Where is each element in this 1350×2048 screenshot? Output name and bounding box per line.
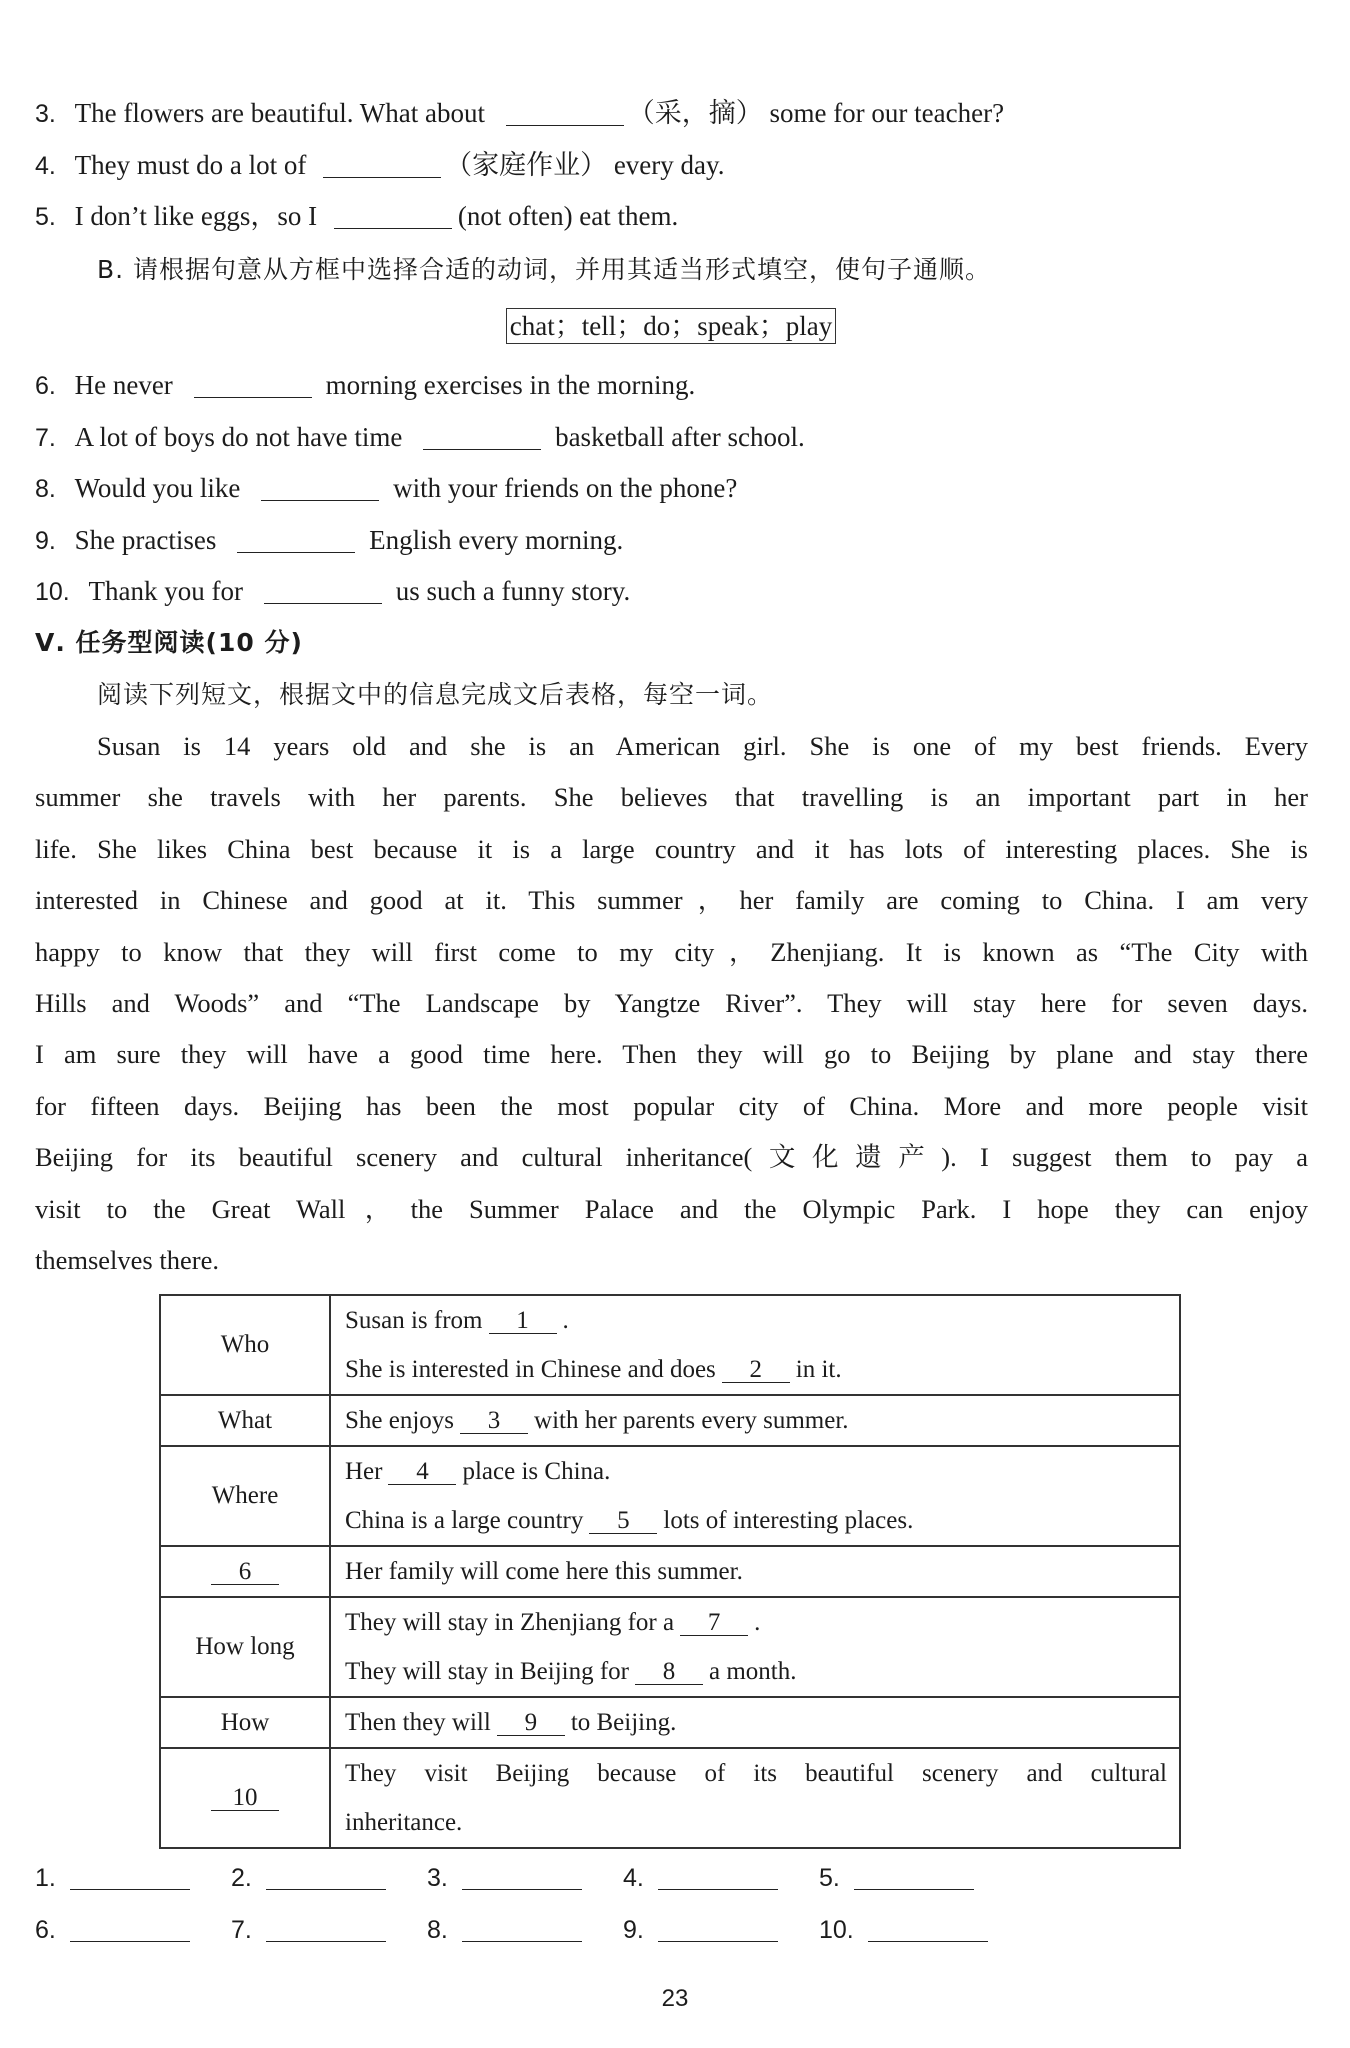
answer-blank[interactable] <box>462 1865 582 1890</box>
answer-blank[interactable] <box>462 1917 582 1942</box>
part-b-instruction: B. 请根据句意从方框中选择合适的动词，并用其适当形式填空，使句子通顺。 <box>97 255 992 284</box>
row-content: They will stay in Zhenjiang for a 7 . They will stay in Beijing for 8 a month. <box>330 1597 1180 1697</box>
question-8: 8. Would you like with your friends on the phone? <box>35 473 738 503</box>
answer-blank[interactable] <box>194 373 312 398</box>
answer-blank[interactable] <box>70 1865 190 1890</box>
table-row <box>160 1597 1180 1697</box>
table-blank[interactable]: 6 <box>211 1560 279 1585</box>
passage-line: Susan is 14 years old and she is an American girl. She is one of my best friends. Every <box>97 731 1308 761</box>
row-content: They visit Beijing because of its beautiful scenery and cultural inheritance. <box>330 1748 1180 1848</box>
table-blank[interactable]: 5 <box>589 1509 657 1534</box>
table-blank[interactable]: 2 <box>722 1358 790 1383</box>
answer-blank[interactable] <box>323 153 441 178</box>
row-key: How long <box>160 1597 330 1697</box>
answer-row-1: 1. 2. 3. 4. 5. <box>35 1862 1015 1893</box>
table-blank[interactable]: 10 <box>211 1786 279 1811</box>
question-10: 10. Thank you for us such a funny story. <box>35 576 631 606</box>
table-row <box>160 1446 1180 1546</box>
table-row <box>160 1546 1180 1597</box>
question-6: 6. He never morning exercises in the morning. <box>35 370 696 400</box>
question-9: 9. She practises English every morning. <box>35 525 624 555</box>
row-content: Then they will 9 to Beijing. <box>330 1697 1180 1748</box>
passage-line: Beijing for its beautiful scenery and cultural inheritance(文化遗产). I suggest them to pay a <box>35 1142 1308 1173</box>
passage-line: themselves there. <box>35 1245 219 1276</box>
section-instruction: 阅读下列短文，根据文中的信息完成文后表格，每空一词。 <box>97 680 774 709</box>
task-table <box>159 1294 1181 1849</box>
row-content: Her 4 place is China. China is a large country 5 lots of interesting places. <box>330 1446 1180 1546</box>
row-key: How <box>160 1697 330 1748</box>
passage-line: life. She likes China best because it is a large country and it has lots of interesting places. She is <box>35 833 1308 864</box>
table-blank[interactable]: 7 <box>680 1611 748 1636</box>
question-5: 5. I don’t like eggs，so I (not often) eat them. <box>35 201 679 231</box>
answer-blank[interactable] <box>506 101 624 126</box>
answer-blank[interactable] <box>264 579 382 604</box>
table-row <box>160 1748 1180 1848</box>
answer-blank[interactable] <box>423 425 541 450</box>
passage-line: summer she travels with her parents. She believes that travelling is an important part in her <box>35 782 1308 813</box>
row-content: Susan is from 1 . She is interested in Chinese and does 2 in it. <box>330 1295 1180 1395</box>
answer-blank[interactable] <box>334 204 452 229</box>
passage-line: I am sure they will have a good time here. Then they will go to Beijing by plane and stay there <box>35 1039 1308 1070</box>
row-key: Who <box>160 1295 330 1395</box>
table-blank[interactable]: 8 <box>635 1660 703 1685</box>
answer-blank[interactable] <box>658 1865 778 1890</box>
table-blank[interactable]: 4 <box>388 1460 456 1485</box>
question-3: 3. The flowers are beautiful. What about （采，摘） some for our teacher? <box>35 98 1005 128</box>
row-key: Where <box>160 1446 330 1546</box>
row-content: Her family will come here this summer. <box>330 1546 1180 1597</box>
reading-passage <box>35 721 1308 1286</box>
answer-row-2: 6. 7. 8. 9. 10. <box>35 1914 1015 1945</box>
passage-line: visit to the Great Wall，the Summer Palace and the Olympic Park. I hope they can enjoy <box>35 1193 1308 1224</box>
table-blank[interactable]: 1 <box>489 1309 557 1334</box>
passage-line: for fifteen days. Beijing has been the most popular city of China. More and more people visit <box>35 1090 1308 1121</box>
answer-blank[interactable] <box>266 1865 386 1890</box>
table-row <box>160 1295 1180 1395</box>
answer-blank[interactable] <box>237 528 355 553</box>
answer-blank[interactable] <box>868 1917 988 1942</box>
row-key <box>160 1748 330 1848</box>
word-box: chat；tell；do；speak；play <box>506 308 836 344</box>
passage-line: Hills and Woods” and “The Landscape by Yangtze River”. They will stay here for seven days. <box>35 988 1308 1019</box>
row-key: What <box>160 1395 330 1446</box>
table-row <box>160 1697 1180 1748</box>
answer-blank[interactable] <box>266 1917 386 1942</box>
answer-blank[interactable] <box>658 1917 778 1942</box>
answer-blank[interactable] <box>261 476 379 501</box>
answer-blank[interactable] <box>70 1917 190 1942</box>
section-title: Ⅴ. 任务型阅读(10 分) <box>35 628 303 657</box>
passage-line: happy to know that they will first come to my city，Zhenjiang. It is known as “The City with <box>35 936 1308 967</box>
row-key <box>160 1546 330 1597</box>
table-blank[interactable]: 9 <box>497 1711 565 1736</box>
table-row <box>160 1395 1180 1446</box>
page-number: 23 <box>661 1985 689 2012</box>
question-4: 4. They must do a lot of （家庭作业） every day. <box>35 150 725 180</box>
question-7: 7. A lot of boys do not have time basketball after school. <box>35 422 805 452</box>
table-blank[interactable]: 3 <box>460 1409 528 1434</box>
answer-blank[interactable] <box>854 1865 974 1890</box>
row-content: She enjoys 3 with her parents every summer. <box>330 1395 1180 1446</box>
passage-line: interested in Chinese and good at it. This summer，her family are coming to China. I am very <box>35 885 1308 916</box>
